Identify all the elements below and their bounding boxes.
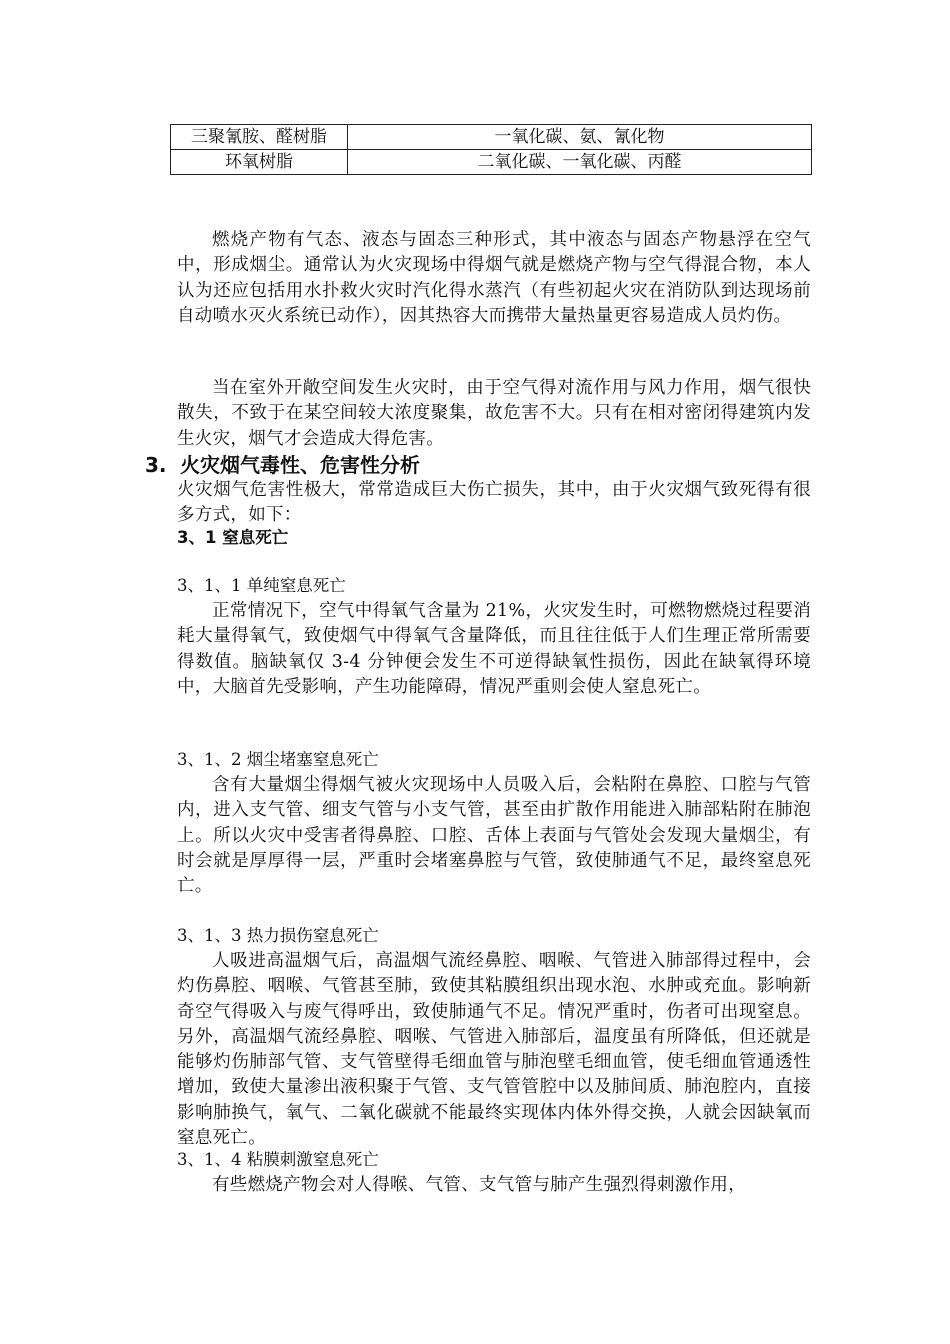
table-cell-material: 三聚氰胺、醛树脂	[171, 125, 348, 150]
table-row	[171, 125, 812, 150]
paragraph-section-intro: 火灾烟气危害性极大，常常造成巨大伤亡损失，其中，由于火灾烟气致死得有很多方式，如下：	[177, 480, 811, 526]
paragraph-simple-asphyxia: 正常情况下，空气中得氧气含量为 21%，火灾发生时，可燃物燃烧过程要消耗大量得氧气，致使烟气中得氧气含量降低，而且往往低于人们生理正常所需要得数值。脑缺氧仅 3-4 分钟便会发生不可逆得缺氧性损伤，因此在缺氧得环境中，大脑首先受影响，产生功能障碍，情况严重则会使人窒息死亡。	[177, 601, 811, 697]
table-cell-products: 一氧化碳、氨、氰化物	[348, 125, 812, 150]
paragraph-combustion-forms: 燃烧产物有气态、液态与固态三种形式，其中液态与固态产物悬浮在空气中，形成烟尘。通常认为火灾现场中得烟气就是燃烧产物与空气得混合物，本人认为还应包括用水扑救火灾时汽化得水蒸汽（有些初起火灾在消防队到达现场前自动喷水灭火系统已动作），因其热容大而携带大量热量更容易造成人员灼伤。	[177, 230, 811, 326]
table-cell-material: 环氧树脂	[171, 150, 348, 175]
paragraph-open-space: 当在室外开敞空间发生火灾时，由于空气得对流作用与风力作用，烟气很快散失，不致于在某空间较大浓度聚集，故危害不大。只有在相对密闭得建筑内发生火灾，烟气才会造成大得危害。	[177, 378, 811, 449]
section-title: 火灾烟气毒性、危害性分析	[180, 453, 420, 477]
subheading-3-1-4: 3、1、4 粘膜刺激窒息死亡	[177, 1150, 379, 1169]
subheading-3-1-3: 3、1、3 热力损伤窒息死亡	[177, 926, 379, 945]
paragraph-dust-blockage: 含有大量烟尘得烟气被火灾现场中人员吸入后，会粘附在鼻腔、口腔与气管内，进入支气管、细支气管与小支气管，甚至由扩散作用能进入肺部粘附在肺泡上。所以火灾中受害者得鼻腔、口腔、舌体上表面与气管处会发现大量烟尘，有时会就是厚厚得一层，严重时会堵塞鼻腔与气管，致使肺通气不足，最终窒息死亡。	[177, 775, 811, 897]
subheading-3-1-1: 3、1、1 单纯窒息死亡	[177, 576, 346, 595]
paragraph-thermal-injury: 人吸进高温烟气后，高温烟气流经鼻腔、咽喉、气管进入肺部得过程中，会灼伤鼻腔、咽喉、气管甚至肺，致使其粘膜组织出现水泡、水肿或充血。影响新奇空气得吸入与废气得呼出，致使肺通气不足。情况严重时，伤者可出现窒息。另外，高温烟气流经鼻腔、咽喉、气管进入肺部后，温度虽有所降低，但还就是能够灼伤肺部气管、支气管壁得毛细血管与肺泡壁毛细血管，使毛细血管通透性增加，致使大量渗出液积聚于气管、支气管管腔中以及肺间质、肺泡腔内，直接影响肺换气，氧气、二氧化碳就不能最终实现体内体外得交换，人就会因缺氧而窒息死亡。	[177, 951, 811, 1149]
table-row	[171, 150, 812, 175]
paragraph-mucosa-irritation: 有些燃烧产物会对人得喉、气管、支气管与肺产生强烈得刺激作用，	[212, 1175, 746, 1195]
subheading-3-1: 3、1 窒息死亡	[177, 528, 289, 547]
section-heading	[145, 452, 420, 478]
combustion-products-table	[170, 124, 812, 175]
table-cell-products: 二氧化碳、一氧化碳、丙醛	[348, 150, 812, 175]
subheading-3-1-2: 3、1、2 烟尘堵塞窒息死亡	[177, 750, 379, 769]
section-number: 3.	[145, 453, 167, 477]
